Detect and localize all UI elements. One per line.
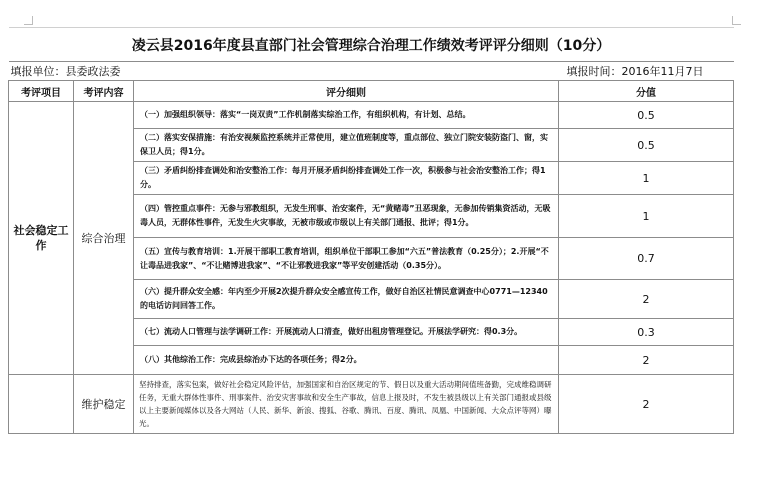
evaluation-sheet [10,27,733,434]
header-row [9,81,734,102]
item-social-stability: 社会稳定工作 [9,102,74,375]
detail-cell: （六）提升群众安全感：年内至少开展2次提升群众安全感宣传工作，做好自治区社情民意调查中心0771—12340的电话访问回答工作。 [134,280,559,319]
score-cell: 2 [559,280,734,319]
detail-cell: （三）矛盾纠纷排查调处和治安整治工作：每月开展矛盾纠纷排查调处工作一次，积极参与社会治安整治工作；得1分。 [134,162,559,195]
detail-cell: （八）其他综治工作：完成县综治办下达的各项任务；得2分。 [134,346,559,375]
document-title: 凌云县2016年度县直部门社会管理综合治理工作绩效考评评分细则（10分） [9,28,734,62]
table-row [9,375,734,434]
content-comprehensive-governance: 综合治理 [74,102,134,375]
content-maintain-stability: 维护稳定 [74,375,134,434]
page-corner-mark-left [24,16,33,25]
header-score: 分值 [559,81,734,102]
detail-cell: （五）宣传与教育培训：1.开展干部职工教育培训，组织单位干部职工参加“六五”普法教育（0.25分）；2.开展“不让毒品进我家”、“不让赌博进我家”、“不让邪教进我家”等平安创建活动（0.35分）。 [134,238,559,280]
table-row [9,102,734,129]
score-cell: 2 [559,346,734,375]
detail-cell: （一）加强组织领导：落实“一岗双责”工作机制落实综治工作，有组织机构，有计划、总结。 [134,102,559,129]
score-cell: 0.5 [559,102,734,129]
title-row [9,28,734,62]
detail-cell: 坚持排查，落实包案，做好社会稳定风险评估，加强国家和自治区规定的节、假日以及重大活动期间值班备勤，完成维稳调研任务，无重大群体性事件、刑事案件、治安灾害事故和安全生产事故，信息上报及时，不发生被县级以上有关部门通报或县级以上主要新闻媒体以及各大网站（人民、新华、新浪、搜狐、谷歌、腾讯、百度、腾讯、凤凰、中国新闻、大众点评等网）曝光。 [134,375,559,434]
header-detail: 评分细则 [134,81,559,102]
item-empty-cell [9,375,74,434]
score-cell: 0.3 [559,319,734,346]
reporting-time: 填报时间：2016年11月7日 [559,62,734,81]
detail-cell: （二）落实安保措施：有治安视频监控系统并正常使用，建立值班制度等，重点部位、独立门院安装防盗门、窗，实保卫人员；得1分。 [134,129,559,162]
score-cell: 0.5 [559,129,734,162]
score-cell: 0.7 [559,238,734,280]
info-row [9,62,734,81]
score-cell: 2 [559,375,734,434]
reporting-unit: 填报单位：县委政法委 [9,62,559,81]
header-content: 考评内容 [74,81,134,102]
detail-cell: （七）流动人口管理与法学调研工作：开展流动人口清查，做好出租房管理登记。开展法学研究：得0.3分。 [134,319,559,346]
evaluation-table [8,27,734,434]
header-item: 考评项目 [9,81,74,102]
score-cell: 1 [559,195,734,238]
detail-cell: （四）管控重点事件：无参与邪教组织，无发生刑事、治安案件，无“黄赌毒”丑恶现象，无参加传销集资活动，无吸毒人员，无群体性事件，无发生火灾事故，无被市级或市级以上有关部门通报、批评；得1分。 [134,195,559,238]
score-cell: 1 [559,162,734,195]
page-corner-mark-right [732,16,741,25]
